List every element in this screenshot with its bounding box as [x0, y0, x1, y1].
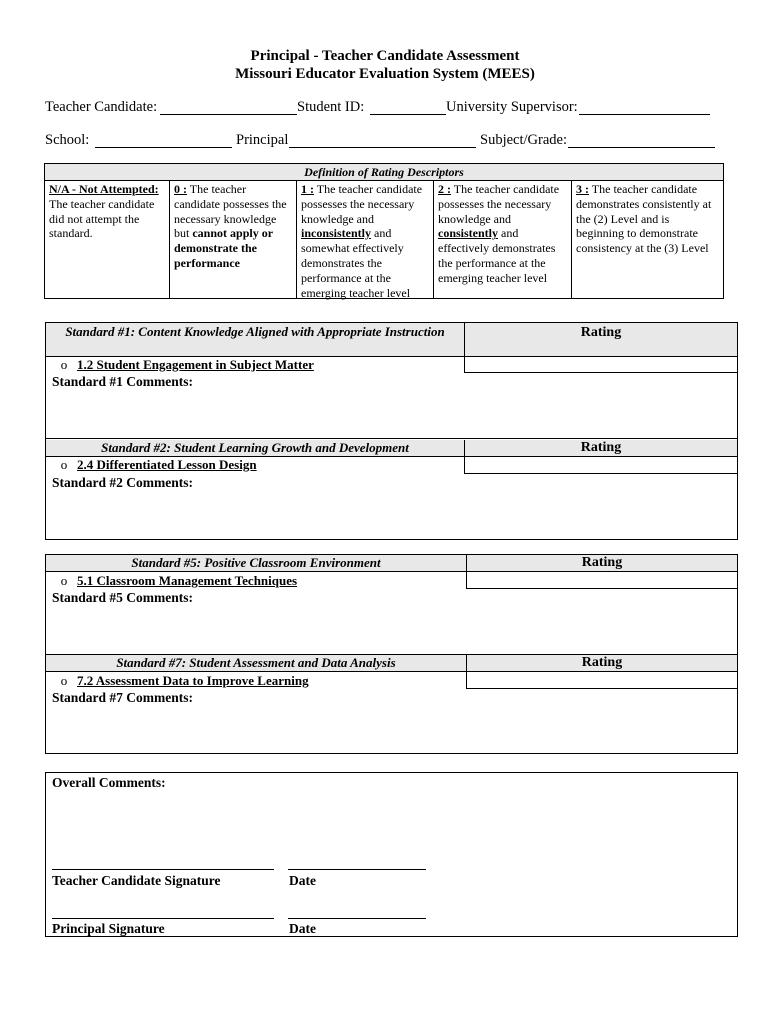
subject-grade-label: Subject/Grade:	[480, 132, 567, 148]
standard-2-title: Standard #2: Student Learning Growth and Development	[46, 440, 464, 457]
standard-7-rating-label: Rating	[466, 655, 737, 672]
principal-signature-label: Principal Signature	[52, 921, 165, 936]
standard-1-item: o 1.2 Student Engagement in Subject Matter	[60, 357, 314, 372]
standard-1-comments-label: Standard #1 Comments:	[52, 374, 194, 389]
descriptors-heading: Definition of Rating Descriptors	[45, 164, 723, 181]
descriptor-3: 3 : The teacher candidate demonstrates consistently at the (2) Level and is beginning to demonstrate consistency at the (3) Level	[576, 182, 712, 256]
standard-5-rating-input[interactable]	[466, 572, 737, 589]
standard-1-rating-label: Rating	[464, 323, 737, 357]
teacher-candidate-label: Teacher Candidate:	[45, 99, 158, 115]
principal-field[interactable]	[289, 147, 476, 148]
standard-7-item: o 7.2 Assessment Data to Improve Learning	[60, 673, 309, 688]
page-subtitle: Missouri Educator Evaluation System (MEES)	[235, 66, 535, 82]
standards-group-1	[45, 322, 738, 540]
standard-5-comments-label: Standard #5 Comments:	[52, 590, 194, 605]
university-supervisor-label: University Supervisor:	[446, 99, 578, 115]
teacher-date-line[interactable]	[288, 869, 426, 870]
descriptor-na: N/A - Not Attempted: The teacher candidate did not attempt the standard.	[45, 180, 170, 298]
standard-2-comments-area[interactable]	[46, 491, 737, 539]
standard-2-rating-label: Rating	[464, 440, 737, 457]
principal-date-label: Date	[289, 921, 316, 936]
teacher-date-label: Date	[289, 873, 316, 888]
overall-comments-area[interactable]	[46, 793, 737, 863]
standard-5-title: Standard #5: Positive Classroom Environment	[46, 555, 466, 572]
principal-signature-line[interactable]	[52, 918, 274, 919]
overall-comments-label: Overall Comments:	[52, 775, 166, 790]
teacher-candidate-field[interactable]	[160, 114, 297, 115]
page-title: Principal - Teacher Candidate Assessment	[250, 48, 520, 64]
standards-group-2	[45, 554, 738, 754]
teacher-signature-line[interactable]	[52, 869, 274, 870]
standard-1-comments-area[interactable]	[46, 389, 737, 439]
standard-2-item: o 2.4 Differentiated Lesson Design	[60, 457, 257, 472]
school-label: School:	[45, 132, 90, 148]
student-id-label: Student ID:	[297, 99, 365, 115]
student-id-field[interactable]	[370, 114, 446, 115]
standard-1-rating-input[interactable]	[464, 357, 737, 373]
descriptor-1: 1 : The teacher candidate possesses the necessary knowledge and inconsistently and somewhat effectively demonstrates the performance at the emerging teacher level	[297, 180, 434, 298]
rating-descriptors-table	[44, 163, 724, 299]
standard-7-title: Standard #7: Student Assessment and Data Analysis	[46, 655, 466, 672]
standard-2-comments-label: Standard #2 Comments:	[52, 475, 194, 490]
school-field[interactable]	[95, 147, 232, 148]
standard-7-comments-label: Standard #7 Comments:	[52, 690, 194, 705]
standard-5-item: o 5.1 Classroom Management Techniques	[60, 573, 298, 588]
standard-1-title: Standard #1: Content Knowledge Aligned with Appropriate Instruction	[46, 323, 464, 357]
subject-grade-field[interactable]	[568, 147, 715, 148]
standard-5-rating-label: Rating	[466, 555, 737, 572]
standard-5-comments-area[interactable]	[46, 606, 737, 655]
descriptor-0: 0 : The teacher candidate possesses the necessary knowledge but cannot apply or demonstrate the performance	[170, 180, 297, 298]
descriptor-2: 2 : The teacher candidate possesses the necessary knowledge and consistently and effectively demonstrates the performance at the emerging teacher level	[434, 180, 572, 298]
university-supervisor-field[interactable]	[579, 114, 710, 115]
principal-date-line[interactable]	[288, 918, 426, 919]
teacher-signature-label: Teacher Candidate Signature	[52, 873, 221, 888]
standard-7-rating-input[interactable]	[466, 672, 737, 689]
principal-label: Principal	[236, 132, 289, 148]
overall-comments-box	[45, 772, 738, 937]
standard-7-comments-area[interactable]	[46, 706, 737, 753]
standard-2-rating-input[interactable]	[464, 457, 737, 474]
